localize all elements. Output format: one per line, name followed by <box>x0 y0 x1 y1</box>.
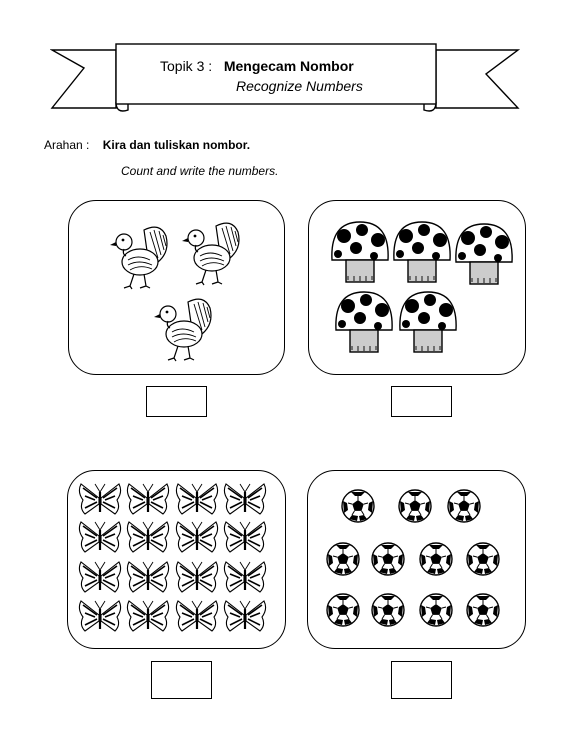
topic-subtitle: Recognize Numbers <box>236 78 363 94</box>
butterfly-icon <box>127 484 168 514</box>
topic-prefix: Topik 3 : <box>160 58 213 74</box>
butterfly-icon <box>224 562 265 592</box>
answer-box-butterflies[interactable] <box>151 661 212 699</box>
soccer-ball-icon <box>467 594 499 626</box>
butterfly-icon <box>79 484 120 514</box>
answer-box-birds[interactable] <box>146 386 207 417</box>
answer-box-soccer-balls[interactable] <box>391 661 452 699</box>
mushroom-icon <box>394 222 450 282</box>
topic-title: Mengecam Nombor <box>223 58 354 74</box>
butterfly-icon <box>127 601 168 631</box>
answer-box-mushrooms[interactable] <box>391 386 452 417</box>
soccer-ball-icon <box>372 594 404 626</box>
mushrooms-illustration <box>308 200 526 375</box>
birds-illustration <box>68 200 285 375</box>
butterflies-illustration <box>67 470 286 649</box>
mushroom-icon <box>336 292 392 352</box>
soccer-ball-icon <box>420 594 452 626</box>
soccer-balls-illustration <box>307 470 526 649</box>
butterfly-icon <box>176 562 217 592</box>
mushroom-icon <box>400 292 456 352</box>
butterfly-icon <box>176 522 217 552</box>
butterfly-icon <box>127 562 168 592</box>
soccer-ball-icon <box>327 594 359 626</box>
soccer-ball-icon <box>342 490 374 522</box>
soccer-ball-icon <box>448 490 480 522</box>
bird-icon <box>110 227 167 289</box>
butterfly-icon <box>176 484 217 514</box>
instruction-english: Count and write the numbers. <box>121 164 279 178</box>
soccer-ball-icon <box>399 490 431 522</box>
soccer-ball-icon <box>327 543 359 575</box>
butterfly-icon <box>224 484 265 514</box>
butterfly-icon <box>79 562 120 592</box>
butterfly-icon <box>79 601 120 631</box>
butterfly-icon <box>79 522 120 552</box>
butterfly-icon <box>127 522 168 552</box>
mushroom-icon <box>456 224 512 284</box>
soccer-ball-icon <box>420 543 452 575</box>
instruction-line <box>44 138 250 152</box>
instruction-malay: Kira dan tuliskan nombor. <box>102 138 251 152</box>
soccer-ball-icon <box>372 543 404 575</box>
topic-heading <box>160 58 354 74</box>
butterfly-icon <box>176 601 217 631</box>
mushroom-icon <box>332 222 388 282</box>
butterfly-icon <box>224 601 265 631</box>
bird-icon <box>154 299 211 361</box>
soccer-ball-icon <box>467 543 499 575</box>
instruction-label: Arahan : <box>44 138 90 152</box>
bird-icon <box>182 223 239 285</box>
butterfly-icon <box>224 522 265 552</box>
